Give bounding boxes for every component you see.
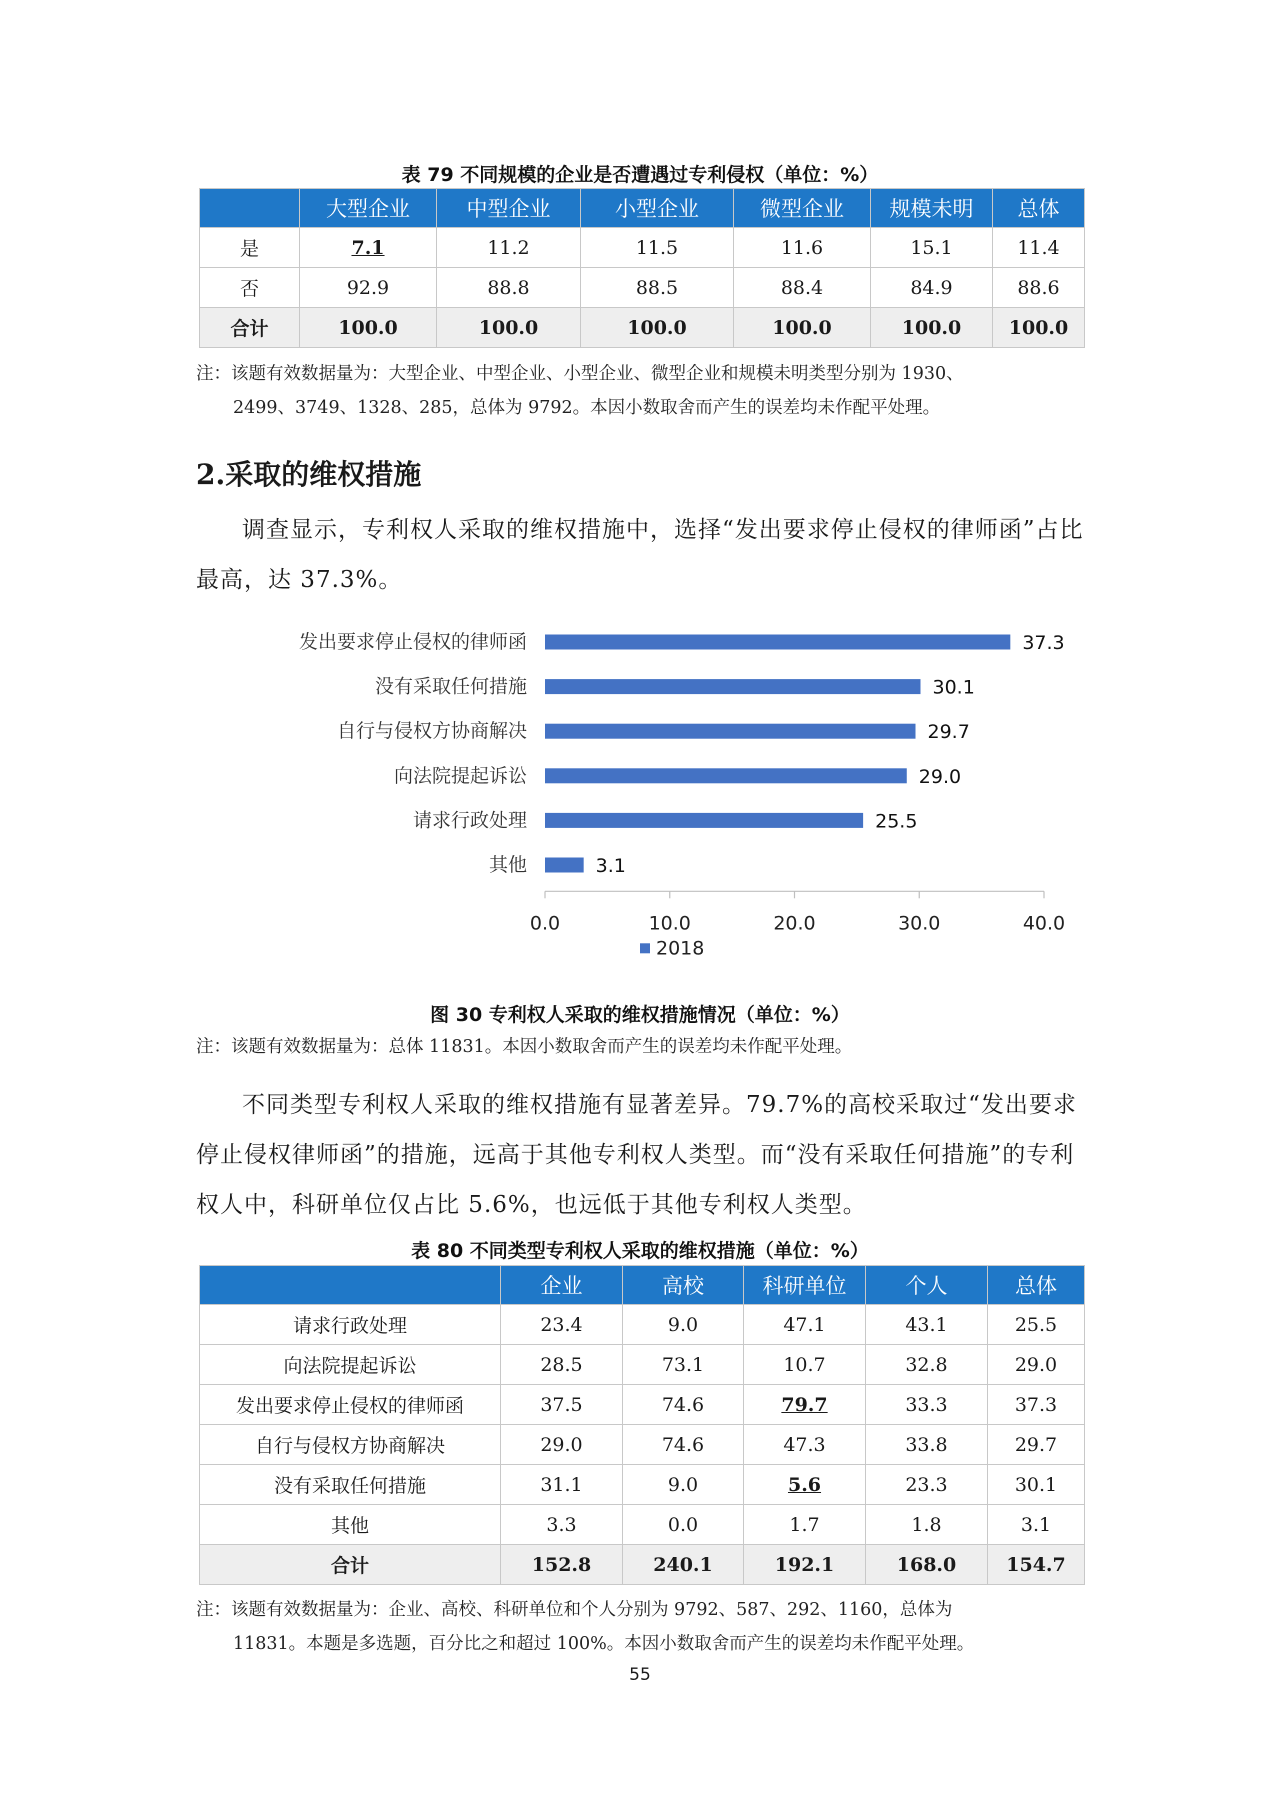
table80-header-research: 科研单位 <box>744 1266 866 1305</box>
table-cell: 73.1 <box>623 1345 744 1385</box>
table-cell: 23.3 <box>866 1465 988 1505</box>
paragraph-1: 调查显示，专利权人采取的维权措施中，选择“发出要求停止侵权的律师函”占比最高，达 37.3%。 <box>196 517 1084 593</box>
x-tick-label: 0.0 <box>529 912 561 935</box>
legend-swatch <box>640 943 650 953</box>
table80-header-university: 高校 <box>623 1266 744 1305</box>
bar <box>545 858 584 873</box>
table-cell: 100.0 <box>300 308 437 348</box>
x-tick-label: 30.0 <box>898 912 941 935</box>
table-cell: 47.1 <box>744 1305 866 1345</box>
table-cell: 88.8 <box>437 268 581 308</box>
measures-bar-chart <box>0 620 1280 980</box>
table79-header-micro: 微型企业 <box>734 189 871 228</box>
table-cell: 84.9 <box>871 268 993 308</box>
table-cell: 3.1 <box>988 1505 1085 1545</box>
table80-header-total: 总体 <box>988 1266 1085 1305</box>
row-label: 发出要求停止侵权的律师函 <box>200 1385 501 1425</box>
table-cell: 154.7 <box>988 1545 1085 1585</box>
table-row <box>200 268 1085 308</box>
x-tick-label: 10.0 <box>648 912 691 935</box>
table-cell: 37.3 <box>988 1385 1085 1425</box>
table-row <box>200 1425 1085 1465</box>
table-cell: 10.7 <box>744 1345 866 1385</box>
table-cell: 92.9 <box>300 268 437 308</box>
table-cell: 9.0 <box>623 1465 744 1505</box>
table80-note-line1: 注：该题有效数据量为：企业、高校、科研单位和个人分别为 9792、587、292、1160，总体为 <box>196 1600 953 1620</box>
table-cell: 168.0 <box>866 1545 988 1585</box>
table-cell: 88.4 <box>734 268 871 308</box>
table-cell: 11.2 <box>437 228 581 268</box>
table-cell: 1.7 <box>744 1505 866 1545</box>
table79 <box>199 188 1085 348</box>
table-cell: 100.0 <box>993 308 1085 348</box>
bar <box>545 813 863 828</box>
table-cell: 74.6 <box>623 1385 744 1425</box>
table79-caption: 表 79 不同规模的企业是否遭遇过专利侵权（单位：%） <box>401 164 879 186</box>
bar-category-label: 自行与侵权方协商解决 <box>336 720 527 743</box>
table-row <box>200 1505 1085 1545</box>
bar-value-label: 37.3 <box>1022 632 1065 654</box>
table-cell: 15.1 <box>871 228 993 268</box>
row-label: 是 <box>200 228 300 268</box>
row-label: 没有采取任何措施 <box>200 1465 501 1505</box>
table79-note-line1: 注：该题有效数据量为：大型企业、中型企业、小型企业、微型企业和规模未明类型分别为 1930、 <box>196 364 964 384</box>
table-cell: 240.1 <box>623 1545 744 1585</box>
row-label: 请求行政处理 <box>200 1305 501 1345</box>
table80-note-line2: 11831。本题是多选题，百分比之和超过 100%。本因小数取舍而产生的误差均未作配平处理。 <box>233 1634 975 1654</box>
bar-value-label: 30.1 <box>932 676 975 699</box>
bar-category-label: 其他 <box>488 854 527 876</box>
table-cell: 37.5 <box>501 1385 623 1425</box>
table80-caption: 表 80 不同类型专利权人采取的维权措施（单位：%） <box>411 1240 869 1262</box>
table-cell: 7.1 <box>300 228 437 268</box>
bar <box>545 679 920 694</box>
bar <box>545 724 916 739</box>
figure30-caption: 图 30 专利权人采取的维权措施情况（单位：%） <box>430 1004 850 1026</box>
table-cell: 31.1 <box>501 1465 623 1505</box>
table-row <box>200 1305 1085 1345</box>
table-cell: 11.6 <box>734 228 871 268</box>
table-cell: 192.1 <box>744 1545 866 1585</box>
x-tick-label: 20.0 <box>773 912 816 935</box>
bar-value-label: 29.0 <box>918 765 962 788</box>
table80 <box>199 1265 1085 1585</box>
table-cell: 33.8 <box>866 1425 988 1465</box>
table79-header-medium: 中型企业 <box>437 189 581 228</box>
table-cell: 28.5 <box>501 1345 623 1385</box>
bar-category-label: 发出要求停止侵权的律师函 <box>298 631 527 653</box>
table-cell: 29.7 <box>988 1425 1085 1465</box>
section-heading: 2.采取的维权措施 <box>196 458 422 491</box>
table-row <box>200 1345 1085 1385</box>
table-cell: 100.0 <box>734 308 871 348</box>
figure30-note: 注：该题有效数据量为：总体 11831。本因小数取舍而产生的误差均未作配平处理。 <box>196 1037 853 1057</box>
row-label: 其他 <box>200 1505 501 1545</box>
table-cell: 88.5 <box>581 268 734 308</box>
row-label: 自行与侵权方协商解决 <box>200 1425 501 1465</box>
row-label: 合计 <box>200 308 300 348</box>
bar <box>545 768 907 783</box>
table-cell: 74.6 <box>623 1425 744 1465</box>
table79-note-line2: 2499、3749、1328、285，总体为 9792。本因小数取舍而产生的误差均未作配平处理。 <box>233 398 941 418</box>
bar-value-label: 25.5 <box>875 810 918 833</box>
table-cell: 23.4 <box>501 1305 623 1345</box>
bar-category-label: 请求行政处理 <box>412 809 527 832</box>
table-cell: 30.1 <box>988 1465 1085 1505</box>
bar-category-label: 向法院提起诉讼 <box>393 764 527 787</box>
table-cell: 1.8 <box>866 1505 988 1545</box>
table-cell-highlight: 5.6 <box>744 1465 866 1505</box>
table-cell: 32.8 <box>866 1345 988 1385</box>
table-cell-highlight: 79.7 <box>744 1385 866 1425</box>
table-row-total <box>200 308 1085 348</box>
row-label: 否 <box>200 268 300 308</box>
table80-header-enterprise: 企业 <box>501 1266 623 1305</box>
table79-header-large: 大型企业 <box>300 189 437 228</box>
paragraph-2: 不同类型专利权人采取的维权措施有显著差异。79.7%的高校采取过“发出要求停止侵权律师函”的措施，远高于其他专利权人类型。而“没有采取任何措施”的专利权人中，科研单位仅占比 5.6%，也远低于其他专利权人类型。 <box>196 1092 1077 1218</box>
table-cell: 152.8 <box>501 1545 623 1585</box>
table80-header-individual: 个人 <box>866 1266 988 1305</box>
table-cell: 11.4 <box>993 228 1085 268</box>
bar-value-label: 29.7 <box>927 721 970 744</box>
table-cell: 88.6 <box>993 268 1085 308</box>
table79-header-unknown: 规模未明 <box>871 189 993 228</box>
table-cell: 100.0 <box>871 308 993 348</box>
table-cell: 3.3 <box>501 1505 623 1545</box>
table-cell: 33.3 <box>866 1385 988 1425</box>
table79-header-total: 总体 <box>993 189 1085 228</box>
table-cell: 100.0 <box>581 308 734 348</box>
table-cell: 29.0 <box>501 1425 623 1465</box>
table80-header-corner <box>200 1266 501 1305</box>
table-row <box>200 1385 1085 1425</box>
table79-header-small: 小型企业 <box>581 189 734 228</box>
row-label: 向法院提起诉讼 <box>200 1345 501 1385</box>
bar-category-label: 没有采取任何措施 <box>374 675 527 698</box>
legend-label: 2018 <box>656 937 705 960</box>
bar <box>545 635 1010 650</box>
table-cell: 0.0 <box>623 1505 744 1545</box>
table-row-total <box>200 1545 1085 1585</box>
table-row <box>200 228 1085 268</box>
bar-value-label: 3.1 <box>595 855 626 877</box>
x-tick-label: 40.0 <box>1022 912 1066 935</box>
table-cell: 100.0 <box>437 308 581 348</box>
table-cell: 29.0 <box>988 1345 1085 1385</box>
table-cell: 25.5 <box>988 1305 1085 1345</box>
row-label: 合计 <box>200 1545 501 1585</box>
table-cell: 9.0 <box>623 1305 744 1345</box>
table-cell: 11.5 <box>581 228 734 268</box>
table-cell: 43.1 <box>866 1305 988 1345</box>
table79-header-corner <box>200 189 300 228</box>
table-row <box>200 1465 1085 1505</box>
table-cell: 47.3 <box>744 1425 866 1465</box>
page-number: 55 <box>629 1665 651 1685</box>
